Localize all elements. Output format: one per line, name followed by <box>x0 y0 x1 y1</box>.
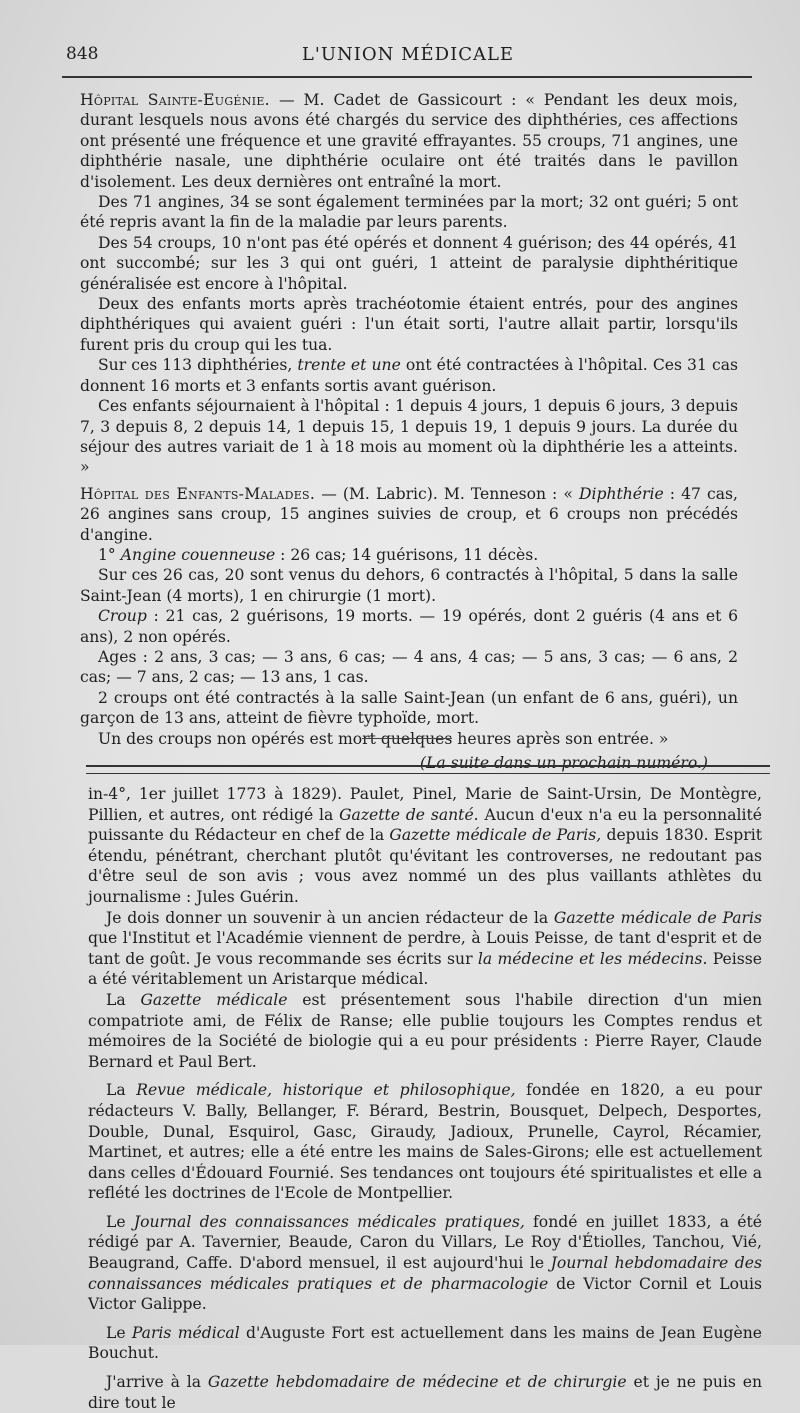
paragraph: Sur ces 113 diphthéries, trente et une ont été contractées à l'hôpital. Ces 31 cas donnent 16 morts et 3 enfants sortis avant guérison. <box>80 356 738 395</box>
continuation-note: (La suite dans un prochain numéro.) <box>419 754 708 772</box>
section-heading: Hôpital des Enfants-Malades. <box>80 484 316 503</box>
header-rule <box>62 76 752 78</box>
paragraph: Croup : 21 cas, 2 guérisons, 19 morts. — 19 opérés, dont 2 guéris (4 ans et 6 ans), 2 non opérés. <box>80 607 738 646</box>
paragraph: La Gazette médicale est présentement sous l'habile direction d'un mien compatriote ami, de Félix de Ranse; elle publie toujours les Comptes rendus et mémoires de la Société de biologie qui a eu pour présidents : Pierre Rayer, Claude Bernard et Paul Bert. <box>88 990 762 1071</box>
paragraph: La Revue médicale, historique et philosophique, fondée en 1820, a eu pour rédacteurs V. Bally, Bellanger, F. Bérard, Bestrin, Bousquet, Delpech, Desportes, Double, Dunal, Esquirol, Gasc, Giraudy, Jadioux, Prunelle, Cayrol, Récamier, Martinet, et autres; elle a été entre les mains de Sales-Girons; elle est actuellement dans celles d'Édouard Fournié. Ses tendances ont toujours été spiritualistes et elle a reflété les doctrines de l'Ecole de Montpellier. <box>88 1081 762 1203</box>
paragraph: Hôpital Sainte-Eugénie. — M. Cadet de Gassicourt : « Pendant les deux mois, durant lesquels nous avons été chargés du service des diphthéries, ces affections ont présenté une fréquence et une gravité effrayantes. 55 croups, 71 angines, une diphthérie nasale, une diphthérie oculaire ont été traités dans le pavillon d'isolement. Les deux dernières ont entraîné la mort. <box>80 91 739 191</box>
paragraph: 1° Angine couenneuse : 26 cas; 14 guérisons, 11 décès. <box>98 545 539 564</box>
paragraph: Des 71 angines, 34 se sont également terminées par la mort; 32 ont guéri; 5 ont été repris avant la fin de la maladie par leurs parents. <box>80 193 738 232</box>
paragraph: in-4°, 1er juillet 1773 à 1829). Paulet, Pinel, Marie de Saint-Ursin, De Montègre, Pillien, et autres, ont rédigé la Gazette de santé. Aucun d'eux n'a eu la personnalité puissante du Rédacteur en chef de la Gazette médicale de Paris, depuis 1830. Esprit étendu, pénétrant, cherchant plutôt qu'évitant les controverses, ne redoutant pas d'être seul de son avis ; vous avez nommé un des plus vaillants athlètes du journalisme : Jules Guérin. <box>88 785 762 906</box>
paragraph: 2 croups ont été contractés à la salle Saint-Jean (un enfant de 6 ans, guéri), un garçon de 13 ans, atteint de fièvre typhoïde, mort. <box>80 688 738 728</box>
running-title: L'UNION MÉDICALE <box>301 44 515 65</box>
paragraph: Un des croups non opérés est mort quelques heures après son entrée. » <box>98 729 669 748</box>
section-heading: Hôpital Sainte-Eugénie. <box>80 91 270 109</box>
paragraph: Le Paris médical d'Auguste Fort est actuellement dans les mains de Jean Eugène Bouchut. <box>88 1323 762 1363</box>
paragraph: J'arrive à la Gazette hebdomadaire de médecine et de chirurgie et je ne puis en dire tout le <box>88 1373 762 1412</box>
section-divider <box>362 738 452 739</box>
page-header <box>66 40 750 70</box>
paragraph: Hôpital des Enfants-Malades. — (M. Labric). M. Tenneson : « Diphthérie : 47 cas, 26 angines sans croup, 15 angines suivies de croup, et 6 croups non précédés d'angine. <box>80 484 738 544</box>
paragraph: Je dois donner un souvenir à un ancien rédacteur de la Gazette médicale de Paris que l'Institut et l'Académie viennent de perdre, à Louis Peisse, de tant d'esprit et de tant de goût. Je vous recommande ses écrits sur la médecine et les médecins. Peisse a été véritablement un Aristarque médical. <box>88 908 763 989</box>
paragraph: Ages : 2 ans, 3 cas; — 3 ans, 6 cas; — 4 ans, 4 cas; — 5 ans, 3 cas; — 6 ans, 2 cas; — 7 ans, 2 cas; — 13 ans, 1 cas. <box>80 647 738 687</box>
feuilleton-section <box>88 784 762 1413</box>
hospital-report-section <box>80 90 738 773</box>
paragraph: Ces enfants séjournaient à l'hôpital : 1 depuis 4 jours, 1 depuis 6 jours, 3 depuis 7, 3 depuis 8, 2 depuis 14, 1 depuis 15, 1 depuis 19, 1 depuis 9 jours. La durée du séjour des autres variait de 1 à 18 mois au moment où la diphthérie les a atteints. » <box>80 397 738 477</box>
paragraph: Des 54 croups, 10 n'ont pas été opérés et donnent 4 guérison; des 44 opérés, 41 ont succombé; sur les 3 qui ont guéri, 1 atteint de paralysie diphthéritique généralisée est encore à l'hôpital. <box>80 233 738 293</box>
paragraph: Le Journal des connaissances médicales pratiques, fondé en juillet 1833, a été rédigé par A. Tavernier, Beaude, Caron du Villars, Le Roy d'Étiolles, Tanchou, Vié, Beaugrand, Caffe. D'abord mensuel, il est aujourd'hui le Journal hebdomadaire des connaissances médicales pratiques et de pharmacologie de Victor Cornil et Louis Victor Galippe. <box>88 1212 762 1314</box>
feuilleton-rule <box>86 765 770 774</box>
paragraph: Sur ces 26 cas, 20 sont venus du dehors, 6 contractés à l'hôpital, 5 dans la salle Saint-Jean (4 morts), 1 en chirurgie (1 mort). <box>80 566 738 605</box>
paragraph: Deux des enfants morts après trachéotomie étaient entrés, pour des angines diphthériques qui avaient guéri : l'un était sorti, l'autre allait partir, lorsqu'ils furent pris du croup qui les tua. <box>80 295 738 354</box>
page-number: 848 <box>66 44 99 64</box>
